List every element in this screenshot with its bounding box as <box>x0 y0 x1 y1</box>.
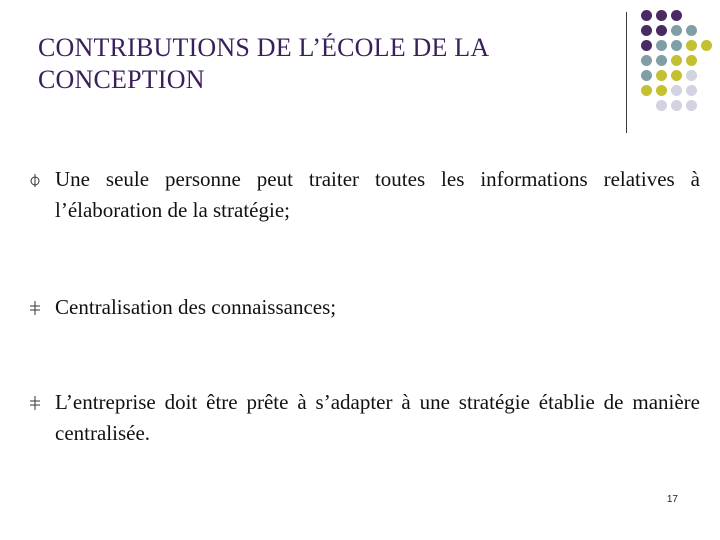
decor-dot <box>656 55 667 66</box>
decorative-dot-grid <box>638 10 720 120</box>
decor-dot <box>686 40 697 51</box>
decor-dot <box>686 70 697 81</box>
cross-bullet-icon <box>28 395 42 411</box>
title-divider <box>626 12 627 133</box>
crossed-circle-bullet-icon <box>28 172 42 188</box>
bullet-text-2: Centralisation des connaissances; <box>55 295 337 319</box>
bullet-text-3: L’entreprise doit être prête à s’adapter à une stratégie établie de manière centralisée. <box>55 390 700 445</box>
decor-dot <box>686 100 697 111</box>
decor-dot <box>656 85 667 96</box>
decor-dot <box>641 70 652 81</box>
decor-dot <box>641 85 652 96</box>
decor-dot <box>671 40 682 51</box>
decor-dot <box>671 85 682 96</box>
decor-dot <box>686 25 697 36</box>
decor-dot <box>656 100 667 111</box>
decor-dot <box>671 55 682 66</box>
slide-title <box>38 32 598 96</box>
decor-dot <box>641 40 652 51</box>
decor-dot <box>656 25 667 36</box>
decor-dot <box>641 55 652 66</box>
decor-dot <box>641 25 652 36</box>
decor-dot <box>656 70 667 81</box>
decor-dot <box>641 10 652 21</box>
decor-dot <box>686 55 697 66</box>
slide-title-line-2: CONCEPTION <box>38 65 205 94</box>
decor-dot <box>671 25 682 36</box>
decor-dot <box>671 10 682 21</box>
bullet-text-1: Une seule personne peut traiter toutes les informations relatives à l’élaboration de la stratégie; <box>55 167 700 222</box>
decor-dot <box>671 70 682 81</box>
decor-dot <box>656 10 667 21</box>
decor-dot <box>686 85 697 96</box>
page-number: 17 <box>666 494 678 505</box>
decor-dot <box>701 40 712 51</box>
cross-bullet-icon <box>28 300 42 316</box>
decor-dot <box>671 100 682 111</box>
slide-title-line-1: CONTRIBUTIONS DE L’ÉCOLE DE LA <box>38 33 490 62</box>
decor-dot <box>656 40 667 51</box>
